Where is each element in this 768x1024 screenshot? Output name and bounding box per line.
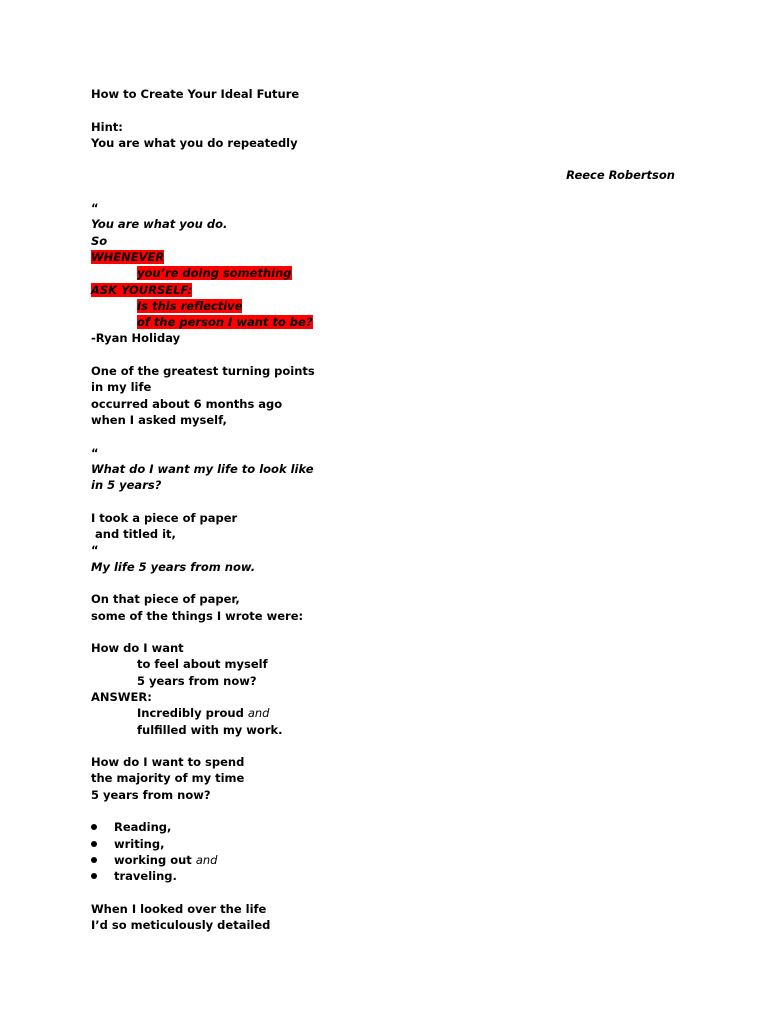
hint-label: Hint: bbox=[91, 119, 123, 134]
list-item bbox=[91, 868, 691, 884]
quote1-highlight-5: of the person I want to be? bbox=[137, 315, 313, 330]
para1-line1: One of the greatest turning points bbox=[91, 364, 315, 379]
quote2-line1: What do I want my life to look like bbox=[91, 461, 314, 476]
quote1-highlight-3: ASK YOURSELF: bbox=[91, 282, 193, 297]
quote1-highlight-4: Is this reflective bbox=[137, 298, 243, 313]
document-page bbox=[91, 86, 691, 933]
quote1-highlight-1: WHENEVER bbox=[91, 249, 165, 264]
para2-line2: and titled it, bbox=[91, 527, 176, 542]
q1-answer1-and: and bbox=[247, 706, 270, 721]
para1-line4: when I asked myself, bbox=[91, 412, 227, 427]
para2-line3: My life 5 years from now. bbox=[91, 559, 256, 574]
para2-open-mark: “ bbox=[91, 543, 99, 558]
bullet-text: working out bbox=[114, 852, 196, 867]
bullet-icon bbox=[91, 857, 97, 863]
para1-line3: occurred about 6 months ago bbox=[91, 396, 283, 411]
author-name: Reece Robertson bbox=[566, 168, 675, 183]
hint-text: You are what you do repeatedly bbox=[91, 135, 298, 150]
q2-line1: How do I want to spend bbox=[91, 755, 245, 770]
document-title: How to Create Your Ideal Future bbox=[91, 87, 300, 101]
closing-line2: I’d so meticulously detailed bbox=[91, 918, 271, 933]
q1-answer1 bbox=[91, 705, 691, 721]
bullet-icon bbox=[91, 824, 97, 830]
bullet-text: traveling. bbox=[114, 869, 177, 884]
bullet-text: writing, bbox=[114, 836, 165, 851]
quote1-open-mark: “ bbox=[91, 201, 99, 216]
quote2-open-mark: “ bbox=[91, 445, 99, 460]
q1-line2: to feel about myself bbox=[137, 657, 268, 672]
q2-line2: the majority of my time bbox=[91, 771, 245, 786]
para3-line2: some of the things I wrote were: bbox=[91, 608, 304, 623]
q1-answer1-text: Incredibly proud bbox=[137, 706, 248, 721]
quote1-attribution: -Ryan Holiday bbox=[91, 331, 181, 346]
quote1-highlight-2: you’re doing something bbox=[137, 266, 292, 281]
para3-line1: On that piece of paper, bbox=[91, 592, 240, 607]
list-item bbox=[91, 836, 691, 852]
q1-line1: How do I want bbox=[91, 641, 184, 656]
bullet-text-and: and bbox=[195, 852, 218, 867]
bullet-icon bbox=[91, 841, 97, 847]
list-item bbox=[91, 819, 691, 835]
list-item bbox=[91, 852, 691, 868]
bullet-text: Reading, bbox=[114, 820, 172, 835]
quote1-line1: You are what you do. bbox=[91, 217, 228, 232]
bullet-icon bbox=[91, 873, 97, 879]
quote2-line2: in 5 years? bbox=[91, 478, 162, 493]
closing-line1: When I looked over the life bbox=[91, 901, 267, 916]
quote1-line2: So bbox=[91, 233, 108, 248]
para1-line2: in my life bbox=[91, 380, 152, 395]
q2-line3: 5 years from now? bbox=[91, 787, 211, 802]
q1-line3: 5 years from now? bbox=[137, 673, 257, 688]
para2-line1: I took a piece of paper bbox=[91, 510, 238, 525]
q1-answer2: fulfilled with my work. bbox=[137, 722, 283, 737]
q1-answer-label: ANSWER: bbox=[91, 689, 152, 704]
